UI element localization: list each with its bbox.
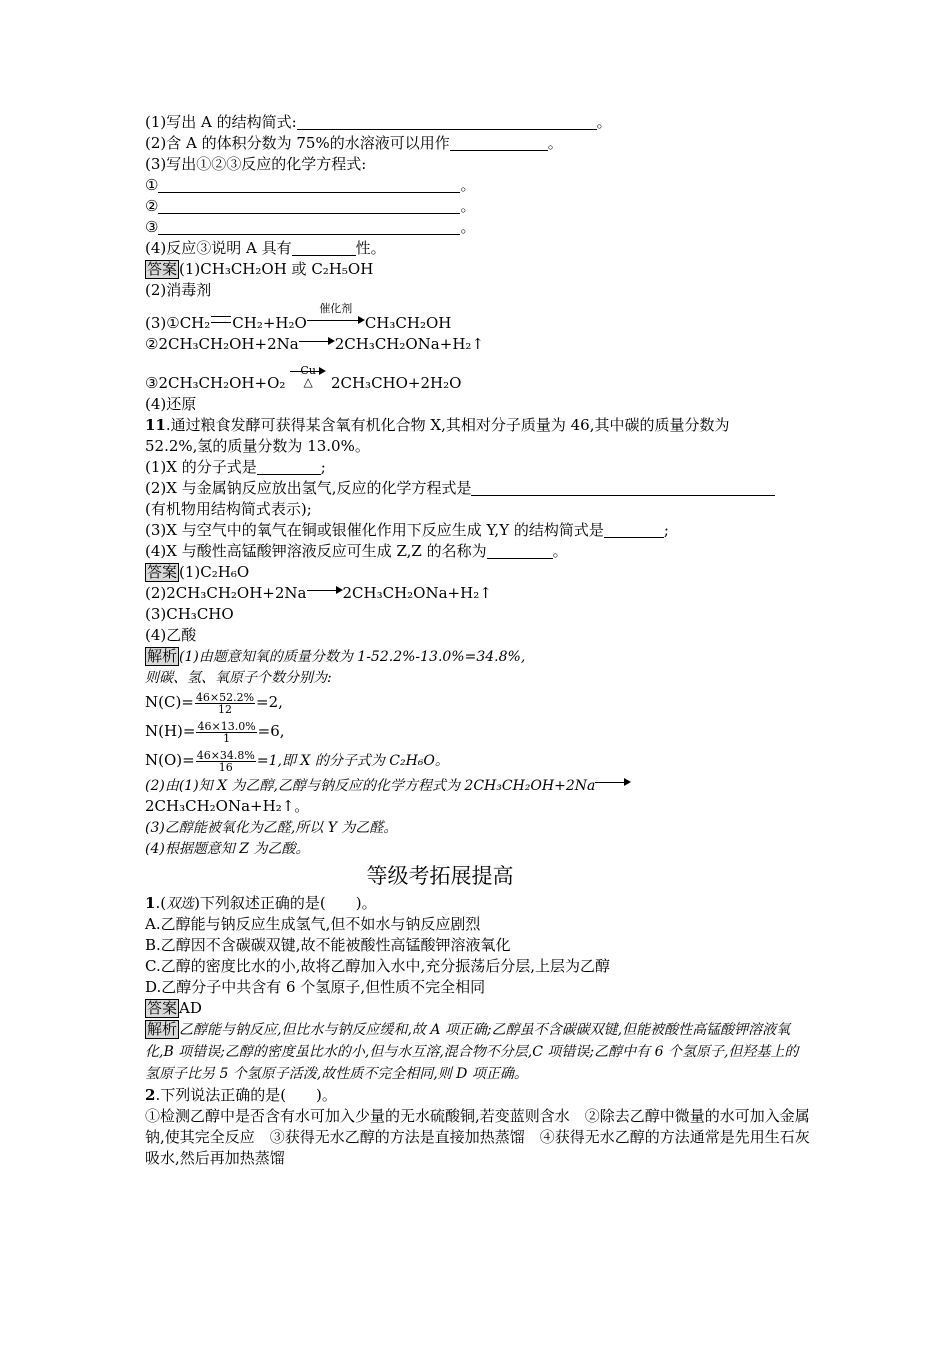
q11-part4: [145, 541, 815, 562]
q11-part2: [145, 478, 815, 499]
formula-text: =1,即 X 的分子式为 C₂H₆O。: [256, 753, 449, 769]
answer-blank[interactable]: [158, 177, 460, 193]
q11-explain-3b: [145, 796, 815, 817]
q11-explain-2: [145, 667, 815, 688]
fraction: [196, 750, 256, 773]
s1-option-d: [145, 977, 815, 998]
answer-blank[interactable]: [487, 543, 553, 559]
answer-blank[interactable]: [450, 135, 548, 151]
question-number: 1: [145, 894, 156, 912]
answer-text: (1)C₂H₆O: [179, 563, 250, 581]
fraction: [195, 692, 255, 715]
answer-text: (4)乙酸: [145, 626, 197, 644]
question-part: (2)X 与金属钠反应放出氢气,反应的化学方程式是: [145, 479, 472, 497]
explanation-tag: 解析: [147, 647, 178, 665]
circle-number: ③: [145, 218, 159, 236]
equation-text: (2)2CH₃CH₂OH+2Na: [145, 584, 307, 602]
question-part: (3)X 与空气中的氧气在铜或银催化作用下反应生成 Y,Y 的结构简式是: [145, 521, 604, 539]
q10-answer-2: [145, 280, 815, 301]
answer-blank[interactable]: [257, 459, 321, 475]
q11-explain-4: [145, 817, 815, 838]
question-stem: 52.2%,氢的质量分数为 13.0%。: [145, 437, 370, 455]
reaction-arrow: [307, 302, 365, 326]
q11-answer-1: [145, 562, 815, 583]
explanation-text: (4)根据题意知 Z 为乙酸。: [145, 841, 310, 857]
fraction: [196, 721, 256, 744]
q11-nh: [145, 717, 815, 746]
answer-tag: 答案: [147, 260, 178, 278]
reaction-arrow: [290, 364, 326, 389]
answer-tag: 答案: [147, 563, 178, 581]
explanation-text: 2CH₃CH₂ONa+H₂↑。: [145, 797, 310, 815]
formula-text: =6,: [257, 722, 285, 740]
equation-text: CH₂+H₂O: [232, 314, 307, 332]
period: 。: [460, 218, 476, 236]
fraction-denominator: 1: [223, 731, 231, 745]
document-page: [145, 112, 815, 1169]
question-stem: .下列说法正确的是( )。: [155, 1086, 337, 1104]
formula-text: N(H)=: [145, 722, 196, 740]
answer-blank[interactable]: [471, 480, 775, 496]
answer-blank[interactable]: [158, 219, 460, 235]
q11-explain-3: [145, 775, 815, 796]
section-title: 等级考拓展提高: [366, 864, 514, 888]
formula-text: =2,: [256, 693, 283, 711]
fraction-numerator: 46×52.2%: [195, 690, 255, 704]
answer-blank[interactable]: [297, 114, 597, 130]
q10-answer-3c: [145, 364, 815, 394]
answer-text: (4)还原: [145, 395, 197, 413]
equation-text: CH₃CH₂OH: [364, 314, 452, 332]
q11-explain-5: [145, 838, 815, 859]
formula-text: N(O)=: [145, 751, 195, 769]
option-text: A.乙醇能与钠反应生成氢气,但不如水与钠反应剧烈: [145, 915, 481, 933]
reaction-arrow: [595, 776, 631, 788]
q10-answer-4: [145, 394, 815, 415]
reaction-arrow: [299, 335, 335, 347]
explanation-tag: 解析: [147, 1020, 178, 1038]
q10-answer-1: [145, 259, 815, 280]
q10-eq2-line: [145, 196, 815, 217]
catalyst-label: Cu: [300, 364, 316, 377]
q11-nc: [145, 688, 815, 717]
question-number: 2: [145, 1086, 156, 1104]
question-stem: .(: [155, 894, 167, 912]
q10-part1-text: (1)写出 A 的结构简式:: [145, 113, 297, 131]
q10-part4-text: (4)反应③说明 A 具有: [145, 239, 292, 257]
explanation-text: 则碳、氢、氧原子个数分别为:: [145, 670, 332, 686]
equation-text: ③2CH₃CH₂OH+O₂: [145, 374, 286, 392]
period: 。: [596, 113, 612, 131]
catalyst-label: 催化剂: [319, 302, 353, 315]
circle-number: ②: [145, 197, 159, 215]
explanation-text: (3)乙醇能被氧化为乙醛,所以 Y 为乙醛。: [145, 820, 398, 836]
question-stem: .通过粮食发酵可获得某含氧有机化合物 X,其相对分子质量为 46,其中碳的质量分数为: [165, 416, 730, 434]
q10-part2: [145, 133, 815, 154]
q10-answer-3b: [145, 334, 815, 355]
s2-stem: [145, 1085, 815, 1106]
q11-answer-4: [145, 625, 815, 646]
formula-text: N(C)=: [145, 693, 194, 711]
q10-eq1-line: [145, 175, 815, 196]
s2-body: [145, 1106, 810, 1169]
q10-part4: [145, 238, 815, 259]
question-part: (4)X 与酸性高锰酸钾溶液反应可生成 Z,Z 的名称为: [145, 542, 487, 560]
period: 。: [547, 134, 563, 152]
period: 。: [460, 176, 476, 194]
heat-symbol: △: [303, 375, 313, 389]
q11-part3: [145, 520, 815, 541]
s1-stem: [145, 893, 815, 914]
q11-stem-2: [145, 436, 815, 457]
q11-explain-1: [145, 646, 815, 667]
s1-answer: [145, 998, 815, 1019]
q11-part1: [145, 457, 815, 478]
answer-text: (1)CH₃CH₂OH 或 C₂H₅OH: [179, 260, 374, 278]
equation-text: ②2CH₃CH₂OH+2Na: [145, 335, 299, 353]
option-text: D.乙醇分子中共含有 6 个氢原子,但性质不完全相同: [145, 978, 486, 996]
explanation-text: (2)由(1)知 X 为乙醇,乙醇与钠反应的化学方程式为 2CH₃CH₂OH+2Na: [145, 778, 596, 794]
q11-part2b: [145, 499, 815, 520]
answer-blank[interactable]: [292, 240, 356, 256]
double-bond-icon: [211, 316, 231, 323]
s1-option-b: [145, 935, 815, 956]
q10-eq3-line: [145, 217, 815, 238]
equation-text: 2CH₃CHO+2H₂O: [330, 374, 462, 392]
answer-text: (2)消毒剂: [145, 281, 212, 299]
q10-part3: [145, 154, 815, 175]
option-text: B.乙醇因不含碳碳双键,故不能被酸性高锰酸钾溶液氧化: [145, 936, 511, 954]
s1-option-a: [145, 914, 815, 935]
question-part: (有机物用结构简式表示);: [145, 500, 312, 518]
answer-blank[interactable]: [158, 198, 460, 214]
q10-part3-text: (3)写出①②③反应的化学方程式:: [145, 155, 367, 173]
period: 。: [552, 542, 568, 560]
fraction-numerator: 46×13.0%: [197, 719, 256, 733]
question-stem: )下列叙述正确的是( )。: [194, 894, 377, 912]
answer-text: AD: [179, 999, 202, 1017]
s1-option-c: [145, 956, 815, 977]
semicolon: ;: [320, 458, 326, 476]
q10-part1: [145, 112, 815, 133]
q11-answer-2: [145, 583, 815, 604]
fraction-numerator: 46×34.8%: [196, 748, 255, 762]
fraction-denominator: 12: [217, 702, 232, 716]
q10-answer-3a: [145, 302, 815, 334]
equation-text: (3)①CH₂: [145, 314, 211, 332]
period: 。: [460, 197, 476, 215]
answer-tag: 答案: [147, 999, 178, 1017]
question-number: 11: [145, 416, 166, 434]
question-part: (1)X 的分子式是: [145, 458, 257, 476]
q11-answer-3: [145, 604, 815, 625]
reaction-arrow: [307, 584, 343, 596]
explanation-text: 乙醇能与钠反应,但比水与钠反应缓和,故 A 项正确;乙醇虽不含碳碳双键,但能被酸性高锰酸钾溶液氧化,B 项错误;乙醇的密度虽比水的小,但与水互溶,混合物不分层,C 项错误;乙醇中有 6 个氢原子,但羟基上的氢原子比另 5 个氢原子活泼,故性质不完全相同,则 D 项正确。: [145, 1022, 799, 1082]
answer-text: (3)CH₃CHO: [145, 605, 234, 623]
equation-text: 2CH₃CH₂ONa+H₂↑: [342, 584, 492, 602]
q11-no: [145, 746, 815, 775]
circle-number: ①: [145, 176, 159, 194]
q11-stem-1: [145, 415, 815, 436]
q10-part4-tail: 性。: [355, 239, 386, 257]
option-text: C.乙醇的密度比水的小,故将乙醇加入水中,充分振荡后分层,上层为乙醇: [145, 957, 611, 975]
equation-text: 2CH₃CH₂ONa+H₂↑: [334, 335, 484, 353]
explanation-text: (1)由题意知氧的质量分数为 1-52.2%-13.0%=34.8%,: [179, 649, 526, 665]
question-body: ①检测乙醇中是否含有水可加入少量的无水硫酸铜,若变蓝则含水 ②除去乙醇中微量的水可加入金属钠,使其完全反应 ③获得无水乙醇的方法是直接加热蒸馏 ④获得无水乙醇的方法通常是先用生石灰吸水,然后再加热蒸馏: [145, 1107, 810, 1167]
semicolon: ;: [663, 521, 669, 539]
s1-explanation: [145, 1019, 810, 1085]
question-type: 双选: [166, 896, 195, 912]
q10-part2-text: (2)含 A 的体积分数为 75%的水溶液可以用作: [145, 134, 450, 152]
fraction-denominator: 16: [218, 760, 233, 774]
answer-blank[interactable]: [604, 522, 664, 538]
